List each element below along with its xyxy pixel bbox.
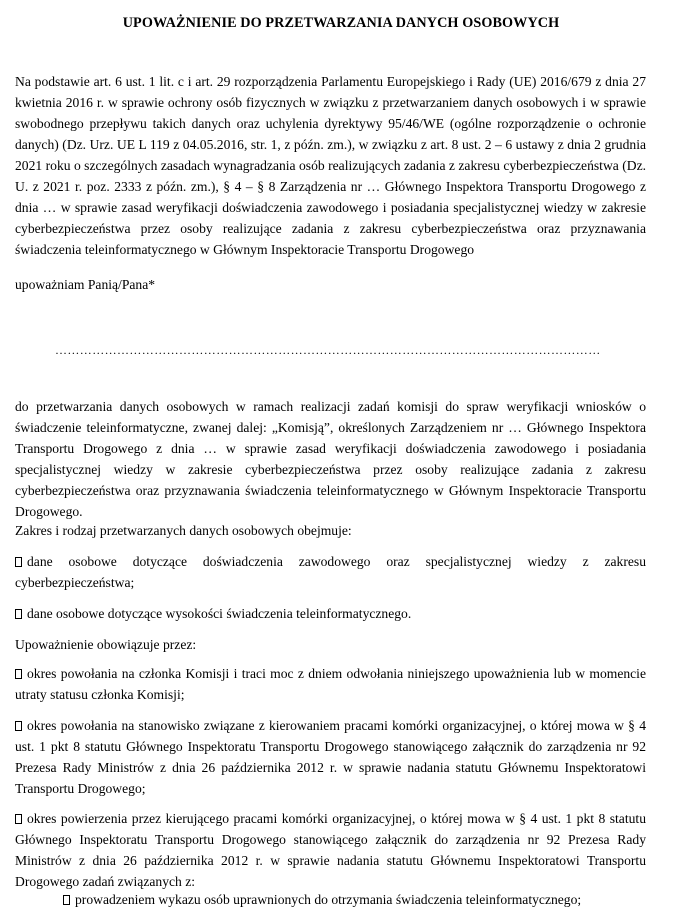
scope-item: [15, 603, 646, 624]
scope-item: [15, 551, 646, 593]
validity-heading: Upoważnienie obowiązuje przez:: [15, 637, 197, 652]
validity-item-text: okres powołania na stanowisko związane z kierowaniem pracami komórki organizacyjnej, o której mowa w § 4 ust. 1 pkt 8 statutu Głównego Inspektoratu Transportu Drogowego stanowiącego załącznik do zarządzenia nr 92 Prezesa Rady Ministrów z dnia 26 października 2012 r. w sprawie nadania statutu Głównemu Inspektoratowi Transportu Drogowego;: [15, 718, 646, 796]
checkbox-icon[interactable]: [15, 609, 22, 619]
validity-item-text: okres powierzenia przez kierującego pracami komórki organizacyjnej, o której mowa w § 4 ust. 1 pkt 8 statutu Głównego Inspektoratu Transportu Drogowego stanowiącego załącznik do zarządzenia nr 92 Prezesa Rady Ministrów z dnia 26 października 2012 r. w sprawie nadania statutu Głównemu Inspektoratowi Transportu Drogowego zadań związanych z:: [15, 811, 646, 889]
sub-item-text: prowadzeniem wykazu osób uprawnionych do otrzymania świadczenia teleinformatycznego;: [75, 892, 582, 907]
validity-item: [15, 808, 646, 892]
authorization-statement: upoważniam Panią/Pana*: [15, 277, 156, 292]
checkbox-icon[interactable]: [63, 895, 70, 905]
checkbox-icon[interactable]: [15, 557, 22, 567]
name-fill-line: ……………………………………………………………………………………………………………………: [55, 343, 601, 357]
validity-item: [15, 663, 646, 705]
document-title: UPOWAŻNIENIE DO PRZETWARZANIA DANYCH OSOBOWYCH: [122, 15, 560, 31]
sub-item: [63, 889, 663, 910]
checkbox-icon[interactable]: [15, 721, 22, 731]
legal-basis-paragraph: Na podstawie art. 6 ust. 1 lit. c i art. 29 rozporządzenia Parlamentu Europejskiego i Rady (UE) 2016/679 z dnia 27 kwietnia 2016 r. w sprawie ochrony osób fizycznych w związku z przetwarzaniem danych osobowych i w sprawie swobodnego przepływu takich danych oraz uchylenia dyrektywy 95/46/WE (ogólne rozporządzenie o ochronie danych) (Dz. Urz. UE L 119 z 04.05.2016, str. 1, z późn. zm.), w związku z art. 8 ust. 2 – 6 ustawy z dnia 2 grudnia 2021 roku o szczególnych zasadach wynagradzania osób realizujących zadania z zakresu cyberbezpieczeństwa (Dz. U. z 2021 r. poz. 2333 z późn. zm.), § 4 – § 8 Zarządzenia nr … Głównego Inspektora Transportu Drogowego z dnia … w sprawie zasad weryfikacji doświadczenia zawodowego i posiadania specjalistycznej wiedzy w zakresie cyberbezpieczeństwa przez osoby realizujące zadania z zakresu cyberbezpieczeństwa oraz przyznawania świadczenia teleinformatycznego w Głównym Inspektoracie Transportu Drogowego: [15, 74, 646, 257]
purpose-paragraph: do przetwarzania danych osobowych w ramach realizacji zadań komisji do spraw weryfikacji wniosków o świadczenie teleinformatyczne, zwanej dalej: „Komisją”, określonych Zarządzeniem nr … Głównego Inspektora Transportu Drogowego z dnia … w sprawie zasad weryfikacji doświadczenia zawodowego i posiadania specjalistycznej wiedzy w zakresie cyberbezpieczeństwa przez osoby realizujące zadania z zakresu cyberbezpieczeństwa oraz przyznawania świadczenia teleinformatycznego w Głównym Inspektoracie Transportu Drogowego.: [15, 399, 646, 519]
scope-item-text: dane osobowe dotyczące doświadczenia zawodowego oraz specjalistycznej wiedzy z zakresu cyberbezpieczeństwa;: [15, 554, 646, 590]
validity-item: [15, 715, 646, 799]
checkbox-icon[interactable]: [15, 669, 22, 679]
validity-item-text: okres powołania na członka Komisji i traci moc z dniem odwołania niniejszego upoważnienia lub w momencie utraty statusu członka Komisji;: [15, 666, 646, 702]
scope-item-text: dane osobowe dotyczące wysokości świadczenia teleinformatycznego.: [27, 606, 412, 621]
scope-heading: Zakres i rodzaj przetwarzanych danych osobowych obejmuje:: [15, 523, 352, 538]
checkbox-icon[interactable]: [15, 814, 22, 824]
